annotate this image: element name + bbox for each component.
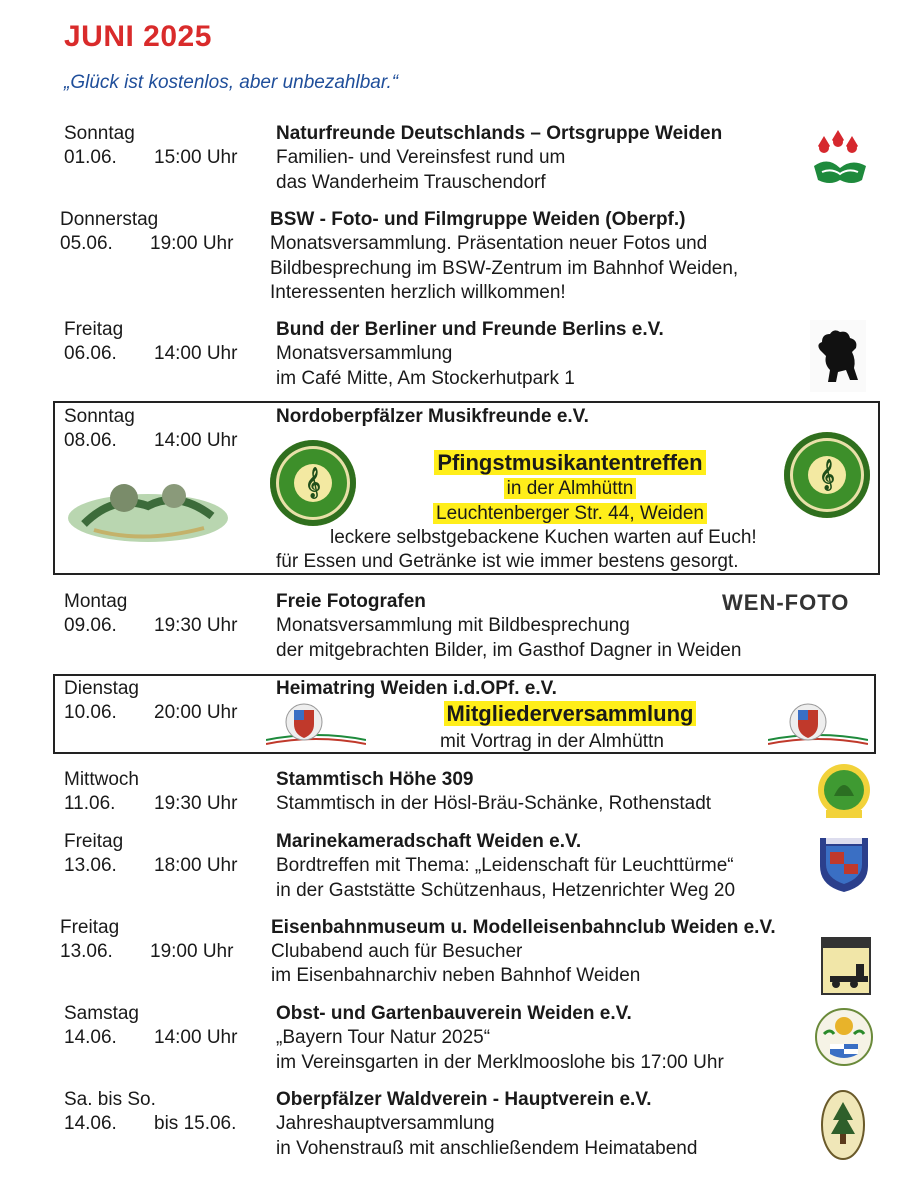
event-time: 14:00 Uhr: [154, 430, 238, 451]
heimatring-crest-left: [266, 700, 366, 748]
naturfreunde-logo: [808, 126, 872, 188]
event-day: Sonntag: [64, 123, 135, 144]
event-line: Interessenten herzlich willkommen!: [270, 282, 566, 303]
event-date: 14.06.: [64, 1027, 117, 1048]
event-time: 20:00 Uhr: [154, 702, 238, 723]
event-day: Mittwoch: [64, 769, 139, 790]
highlight-line: Leuchtenberger Str. 44, Weiden: [433, 503, 707, 524]
event-line: „Bayern Tour Natur 2025“: [276, 1027, 491, 1048]
event-line: im Café Mitte, Am Stockerhutpark 1: [276, 368, 575, 389]
wen-foto-logo: WEN-FOTO: [722, 590, 850, 615]
event-line: Monatsversammlung: [276, 343, 453, 364]
marine-crest: [816, 834, 872, 894]
event-day: Freitag: [60, 917, 120, 938]
event-line: das Wanderheim Trauschendorf: [276, 172, 546, 193]
event-time: 19:30 Uhr: [154, 793, 238, 814]
musikfreunde-seal-right: [784, 432, 870, 518]
event-line: Jahreshauptversammlung: [276, 1113, 495, 1134]
event-date: 11.06.: [64, 793, 116, 814]
event-time: 14:00 Uhr: [154, 1027, 238, 1048]
event-line: in Vohenstrauß mit anschließendem Heimatabend: [276, 1138, 698, 1159]
event-line: in der Gaststätte Schützenhaus, Hetzenrichter Weg 20: [276, 880, 736, 901]
event-date: 08.06.: [64, 430, 117, 451]
event-organizer: Oberpfälzer Waldverein - Hauptverein e.V.: [276, 1089, 652, 1110]
event-line: Stammtisch in der Hösl-Bräu-Schänke, Rothenstadt: [276, 793, 712, 814]
event-line: Bildbesprechung im BSW-Zentrum im Bahnhof Weiden,: [270, 258, 739, 279]
event-organizer: Freie Fotografen: [276, 591, 426, 612]
motto-quote: „Glück ist kostenlos, aber unbezahlbar.“: [64, 72, 399, 93]
event-date: 10.06.: [64, 702, 117, 723]
event-line: der mitgebrachten Bilder, im Gasthof Dagner in Weiden: [276, 640, 742, 661]
highlight-block: [400, 701, 740, 727]
event-line: mit Vortrag in der Almhüttn: [440, 731, 664, 752]
event-organizer: BSW - Foto- und Filmgruppe Weiden (Oberpf.): [270, 209, 686, 230]
event-organizer: Naturfreunde Deutschlands – Ortsgruppe Weiden: [276, 123, 723, 144]
event-time: 15:00 Uhr: [154, 147, 238, 168]
berlin-bear-logo: [810, 320, 866, 392]
event-line: Clubabend auch für Besucher: [271, 941, 523, 962]
waldverein-logo: [820, 1088, 866, 1162]
event-time: 19:30 Uhr: [154, 615, 238, 636]
event-line: Monatsversammlung. Präsentation neuer Fotos und: [270, 233, 708, 254]
musikfreunde-seal-left: [270, 440, 356, 526]
page-title: JUNI 2025: [64, 20, 212, 53]
event-line: im Vereinsgarten in der Merklmooslohe bis 17:00 Uhr: [276, 1052, 724, 1073]
event-organizer: Eisenbahnmuseum u. Modelleisenbahnclub Weiden e.V.: [271, 917, 776, 938]
event-day: Donnerstag: [60, 209, 159, 230]
musikfreunde-banner-logo: [64, 468, 232, 548]
highlight-line: in der Almhüttn: [504, 478, 637, 499]
stammtisch-logo: [816, 762, 872, 822]
treble-clef-icon: 𝄞: [808, 456, 846, 494]
event-day: Sonntag: [64, 406, 135, 427]
event-day: Freitag: [64, 319, 124, 340]
event-time: 19:00 Uhr: [150, 233, 234, 254]
event-line: für Essen und Getränke ist wie immer bestens gesorgt.: [276, 551, 739, 572]
event-day: Montag: [64, 591, 128, 612]
event-date: 06.06.: [64, 343, 117, 364]
event-organizer: Marinekameradschaft Weiden e.V.: [276, 831, 582, 852]
highlight-title: Pfingstmusikantentreffen: [434, 450, 705, 475]
event-date: 13.06.: [60, 941, 113, 962]
event-date: 14.06.: [64, 1113, 117, 1134]
event-line: Monatsversammlung mit Bildbesprechung: [276, 615, 630, 636]
event-date: 01.06.: [64, 147, 117, 168]
event-organizer: Bund der Berliner und Freunde Berlins e.V.: [276, 319, 664, 340]
highlight-title: Mitgliederversammlung: [444, 701, 697, 726]
event-organizer: Stammtisch Höhe 309: [276, 769, 474, 790]
event-time: 14:00 Uhr: [154, 343, 238, 364]
event-day: Dienstag: [64, 678, 139, 699]
event-date: 05.06.: [60, 233, 113, 254]
event-organizer: Nordoberpfälzer Musikfreunde e.V.: [276, 406, 589, 427]
event-time: 18:00 Uhr: [154, 855, 238, 876]
event-day: Samstag: [64, 1003, 139, 1024]
event-line: Bordtreffen mit Thema: „Leidenschaft für Leuchttürme“: [276, 855, 734, 876]
event-line: Familien- und Vereinsfest rund um: [276, 147, 566, 168]
event-time: bis 15.06.: [154, 1113, 237, 1134]
eisenbahn-logo: [820, 936, 872, 998]
event-time: 19:00 Uhr: [150, 941, 234, 962]
event-organizer: Obst- und Gartenbauverein Weiden e.V.: [276, 1003, 632, 1024]
event-organizer: Heimatring Weiden i.d.OPf. e.V.: [276, 678, 557, 699]
event-day: Freitag: [64, 831, 124, 852]
treble-clef-icon: 𝄞: [294, 464, 332, 502]
highlight-block: [360, 450, 780, 526]
event-day: Sa. bis So.: [64, 1089, 156, 1110]
event-date: 09.06.: [64, 615, 117, 636]
gartenbau-logo: [814, 1004, 874, 1070]
event-line: leckere selbstgebackene Kuchen warten auf Euch!: [330, 527, 757, 548]
heimatring-crest-right: [768, 700, 868, 748]
event-line: im Eisenbahnarchiv neben Bahnhof Weiden: [271, 965, 641, 986]
event-date: 13.06.: [64, 855, 117, 876]
